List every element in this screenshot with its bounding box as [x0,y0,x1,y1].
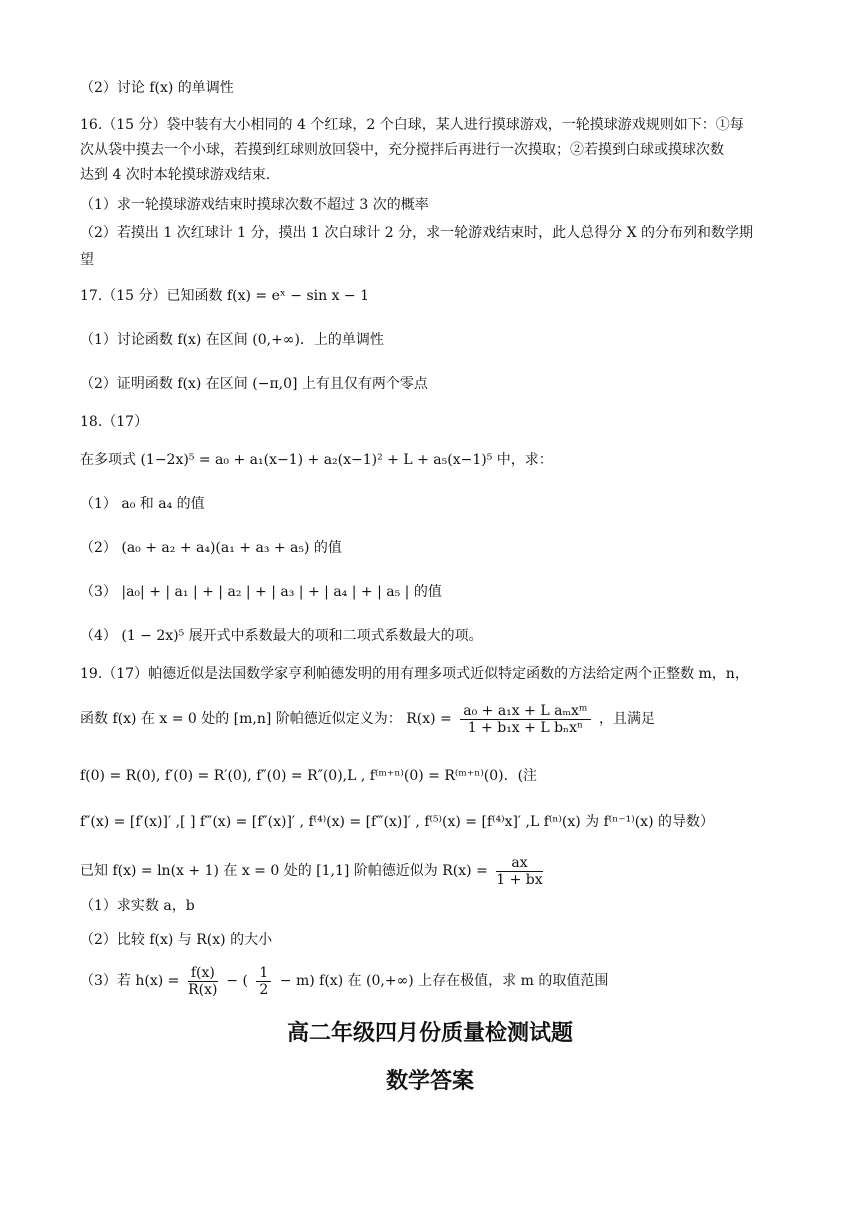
q19-part2: （2）比较 f(x) 与 R(x) 的大小 [80,932,273,948]
q18-part1: （1） a₀ 和 a₄ 的值 [80,496,205,512]
r-denominator: 1 + bx [496,871,543,888]
q19-pade-definition [80,700,655,738]
q18-heading: 18.（17） [80,414,149,430]
r-numerator: ax [496,855,542,872]
q19-part3-suffix: − m) f(x) 在 (0,+∞) 上存在极值，求 m 的取值范围 [279,973,609,989]
q19-derivative-note: f″(x) = [f′(x)]′ ,[ ] f‴(x) = [f″(x)]′ , f⁽⁴⁾(x) = [f‴(x)]′ , f⁽⁵⁾(x) = [f⁽⁴⁾x]′ ,L f⁽ⁿ⁾(x) 为 f⁽ⁿ⁻¹⁾(x) 的导数） [80,814,714,830]
q19-part3 [80,962,608,1000]
r-fraction [496,855,542,888]
pade-denominator: 1 + b₁x + L bₙxⁿ [467,719,584,736]
exam-title: 高二年级四月份质量检测试题 [286,1021,573,1046]
q16-part1: （1）求一轮摸球游戏结束时摸球次数不超过 3 次的概率 [80,197,429,213]
pade-numerator: a₀ + a₁x + L aₘxᵐ [460,703,590,720]
q19-part1: （1）求实数 a，b [80,898,195,914]
q19-given-text: 已知 f(x) = ln(x + 1) 在 x = 0 处的 [1,1] 阶帕德近似为 R(x) = [80,863,488,879]
q19-definition-text: 函数 f(x) 在 x = 0 处的 [m,n] 阶帕德近似定义为： R(x) = [80,711,452,727]
q16-stem-line2: 次从袋中摸去一个小球，若摸到红球则放回袋中，充分搅拌后再进行一次摸取；②若摸到白球或摸球次数 [80,142,724,158]
q17-stem: 17.（15 分）已知函数 f(x) = eˣ − sin x − 1 [80,288,370,304]
h-fraction [188,965,218,998]
h-denominator: R(x) [188,981,218,998]
half-numerator: 1 [256,965,271,982]
q18-part4: （4） (1 − 2x)⁵ 展开式中系数最大的项和二项式系数最大的项。 [80,628,483,644]
half-denominator: 2 [259,981,269,998]
answer-title: 数学答案 [385,1069,474,1094]
q15-part2: （2）讨论 f(x) 的单调性 [80,80,234,96]
q17-part1: （1）讨论函数 f(x) 在区间 (0,+∞)．上的单调性 [80,332,384,348]
q19-definition-suffix: ，且满足 [598,711,655,727]
q19-part3-mid: − ( [226,973,248,989]
q18-part2: （2） (a₀ + a₂ + a₄)(a₁ + a₃ + a₅) 的值 [80,540,342,556]
q16-stem-line1: 16.（15 分）袋中装有大小相同的 4 个红球，2 个白球，某人进行摸球游戏，一轮摸球游戏规则如下：①每 [80,117,744,133]
half-fraction [256,965,271,998]
q18-part3: （3） |a₀| + | a₁ | + | a₂ | + | a₃ | + | a₄ | + | a₅ | 的值 [80,584,442,600]
h-numerator: f(x) [188,965,218,982]
q19-part3-prefix: （3）若 h(x) = [80,973,180,989]
q19-conditions: f(0) = R(0), f′(0) = R′(0), f″(0) = R″(0),L , f⁽ᵐ⁺ⁿ⁾(0) = R⁽ᵐ⁺ⁿ⁾(0)．(注 [80,768,538,784]
q19-stem-line1: 19.（17）帕德近似是法国数学家亨利帕德发明的用有理多项式近似特定函数的方法给定两个正整数 m，n， [80,666,749,682]
pade-fraction [460,703,590,736]
q17-part2: （2）证明函数 f(x) 在区间 (−π,0] 上有且仅有两个零点 [80,376,428,392]
q19-given-approx [80,852,547,890]
q16-stem-line3: 达到 4 次时本轮摸球游戏结束. [80,167,271,183]
q16-part2-line2: 望 [80,252,94,268]
q18-stem: 在多项式 (1−2x)⁵ = a₀ + a₁(x−1) + a₂(x−1)² + L + a₅(x−1)⁵ 中，求： [80,452,553,468]
q16-part2-line1: （2）若摸出 1 次红球计 1 分，摸出 1 次白球计 2 分，求一轮游戏结束时，此人总得分 X 的分布列和数学期 [80,225,754,241]
